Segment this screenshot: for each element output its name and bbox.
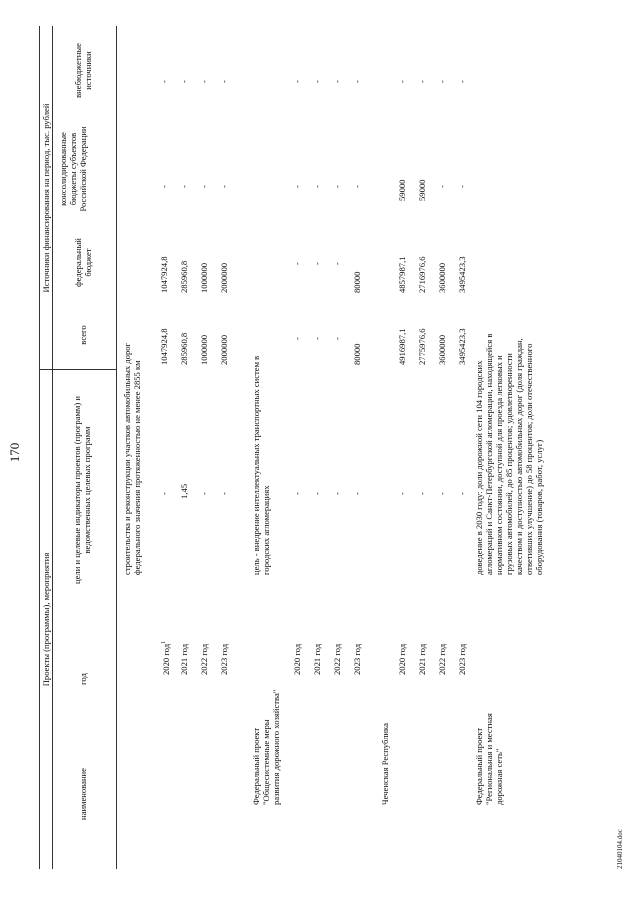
indicator-cell: - (292, 492, 302, 495)
regional-cell: - (437, 185, 447, 188)
indicator-cell: - (437, 492, 447, 495)
year-cell: 2020 год (160, 643, 171, 675)
footnote-marker: 1 (161, 640, 167, 644)
header-subdivider-line (52, 26, 53, 869)
footer-file-code: 21040104.doc (616, 829, 624, 869)
regional-cell: - (312, 185, 322, 188)
regional-cell: - (457, 185, 467, 188)
total-cell: 3495423,3 (457, 328, 467, 365)
intro-goal-text: строительства и реконструкции участков автомобильных дорог федерального значения протяженностью не менее 2855 км (122, 342, 142, 575)
federal-cell: 2716976,6 (417, 256, 427, 293)
year-cell: 2021 год (179, 643, 189, 675)
indicator-cell: - (199, 492, 209, 495)
indicator-cell: - (397, 492, 407, 495)
projects-group-header: Проекты (программы), мероприятия (41, 552, 51, 687)
total-cell: - (312, 337, 322, 340)
federal-cell: 80000 (352, 271, 362, 293)
regional-cell: - (292, 185, 302, 188)
regional-cell: 59000 (417, 179, 427, 201)
indicator-cell: - (332, 492, 342, 495)
indicator-cell: - (159, 492, 169, 495)
total-cell: 285960,8 (179, 332, 189, 365)
total-cell: 1000000 (199, 334, 209, 365)
indicator-cell: - (219, 492, 229, 495)
indicator-cell: - (312, 492, 322, 495)
indicator-cell: 1,45 (179, 483, 189, 499)
regional-cell: - (159, 185, 169, 188)
federal-cell: - (332, 262, 342, 265)
federal-cell: - (292, 262, 302, 265)
col-regional-header: консолидированные бюджеты субъектов Российской Федерации (58, 126, 88, 212)
regional-cell: - (352, 185, 362, 188)
regional-cell: - (179, 185, 189, 188)
year-cell: 2023 год (352, 643, 362, 675)
federal-cell: 4857987,1 (397, 256, 407, 293)
total-cell: 4916987,1 (397, 328, 407, 365)
year-cell: 2023 год (219, 643, 229, 675)
year-cell: 2020 год (397, 643, 407, 675)
header-bottom-border (116, 26, 117, 869)
federal-cell: 1000000 (199, 262, 209, 293)
total-cell: 3600000 (437, 334, 447, 365)
extra-cell: - (159, 80, 169, 83)
year-cell: 2020 год (292, 643, 302, 675)
extra-cell: - (219, 80, 229, 83)
regional-cell: - (332, 185, 342, 188)
col-name-header: наименование (78, 768, 88, 820)
year-cell: 2022 год (332, 643, 342, 675)
block2-project-name: Федеральный проект "Общесистемные меры развития дорожного хозяйства" (251, 689, 281, 805)
block3-region-name: Чеченская Республика (380, 723, 390, 805)
page-number: 170 (7, 442, 22, 463)
extra-cell: - (179, 80, 189, 83)
block4-goal-text: доведение в 2030 году: доли дорожной сети 104 городских агломераций и Санкт-Петербургской агломерации, находящейся в нормативном состоянии, доступной для проезда легковых и грузовых автомобилей, до 85 процентов; удовлетворенности качеством и доступностью автомобильных дорог (доля граждан, ответивших улучшение) до 58 процентов; доли отечественного оборудования (товаров, работ, услуг) (474, 333, 544, 575)
total-cell: - (332, 337, 342, 340)
total-cell: 2775976,6 (417, 328, 427, 365)
funding-group-header: Источники финансирования на период, тыс. рублей (41, 103, 51, 293)
extra-cell: - (292, 80, 302, 83)
extra-cell: - (332, 80, 342, 83)
year-cell: 2021 год (417, 643, 427, 675)
federal-cell: 1047924,8 (159, 256, 169, 293)
year-cell: 2023 год (457, 643, 467, 675)
extra-cell: - (457, 80, 467, 83)
col-extra-header: внебюджетные источники (73, 43, 93, 98)
federal-cell: - (312, 262, 322, 265)
extra-cell: - (352, 80, 362, 83)
federal-cell: 3495423,3 (457, 256, 467, 293)
table-top-border (39, 26, 40, 869)
total-cell: 80000 (352, 343, 362, 365)
regional-cell: - (219, 185, 229, 188)
federal-cell: 2000000 (219, 262, 229, 293)
regional-cell: - (199, 185, 209, 188)
year-cell: 2022 год (199, 643, 209, 675)
col-federal-header: федеральный бюджет (73, 238, 93, 287)
extra-cell: - (312, 80, 322, 83)
extra-cell: - (437, 80, 447, 83)
total-cell: - (292, 337, 302, 340)
indicator-cell: - (417, 492, 427, 495)
indicator-cell: - (352, 492, 362, 495)
year-cell: 2022 год (437, 643, 447, 675)
federal-cell: 3600000 (437, 262, 447, 293)
total-cell: 2000000 (219, 334, 229, 365)
col-year-header: год (78, 673, 88, 685)
extra-cell: - (199, 80, 209, 83)
block2-goal-text: цель - внедрение интеллектуальных транспортных систем в городских агломерациях (251, 355, 271, 575)
extra-cell: - (397, 80, 407, 83)
block4-project-name: Федеральный проект "Региональная и местная дорожная сеть" (474, 713, 504, 805)
indicator-cell: - (457, 492, 467, 495)
regional-cell: 59000 (397, 179, 407, 201)
col-goals-header: цели и целевые индикаторы проектов (программ) и ведомственных целевых программ (72, 396, 92, 584)
col-total-header: всего (78, 325, 88, 345)
total-cell: 1047924,8 (159, 328, 169, 365)
extra-cell: - (417, 80, 427, 83)
year-cell: 2021 год (312, 643, 322, 675)
federal-cell: 285960,8 (179, 260, 189, 293)
